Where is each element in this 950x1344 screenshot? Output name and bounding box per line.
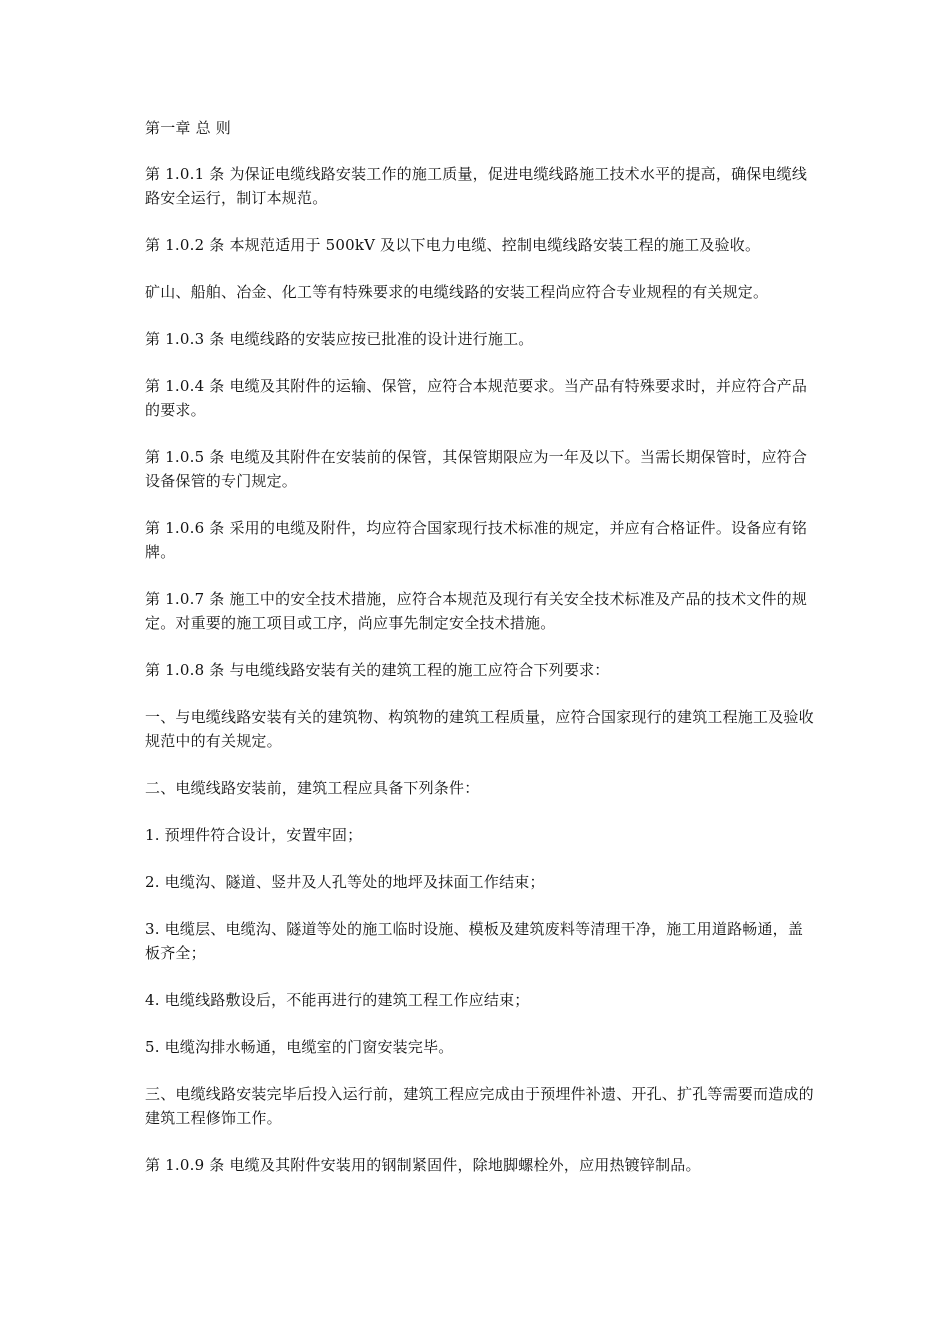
paragraph-special-requirements: 矿山、船舶、冶金、化工等有特殊要求的电缆线路的安装工程尚应符合专业规程的有关规定。 — [145, 283, 769, 301]
paragraph-1-0-3: 第 1.0.3 条 电缆线路的安装应按已批准的设计进行施工。 — [145, 330, 534, 348]
document-page — [145, 116, 817, 1200]
paragraph-1-0-5: 第 1.0.5 条 电缆及其附件在安装前的保管，其保管期限应为一年及以下。当需长期保管时，应符合设备保管的专门规定。 — [145, 448, 808, 490]
paragraph-1-0-8: 第 1.0.8 条 与电缆线路安装有关的建筑工程的施工应符合下列要求： — [145, 661, 610, 679]
paragraph-item-one: 一、与电缆线路安装有关的建筑物、构筑物的建筑工程质量，应符合国家现行的建筑工程施工及验收规范中的有关规定。 — [145, 708, 814, 750]
paragraph-1-0-2: 第 1.0.2 条 本规范适用于 500kV 及以下电力电缆、控制电缆线路安装工程的施工及验收。 — [145, 236, 761, 254]
paragraph-1-0-7: 第 1.0.7 条 施工中的安全技术措施，应符合本规范及现行有关安全技术标准及产品的技术文件的规定。对重要的施工项目或工序，尚应事先制定安全技术措施。 — [145, 590, 808, 632]
list-item-2: 2. 电缆沟、隧道、竖井及人孔等处的地坪及抹面工作结束； — [145, 873, 545, 891]
list-item-5: 5. 电缆沟排水畅通，电缆室的门窗安装完毕。 — [145, 1038, 454, 1056]
list-item-3: 3. 电缆层、电缆沟、隧道等处的施工临时设施、模板及建筑废料等清理干净，施工用道路畅通，盖板齐全； — [145, 920, 804, 962]
paragraph-1-0-6: 第 1.0.6 条 采用的电缆及附件，均应符合国家现行技术标准的规定，并应有合格证件。设备应有铭牌。 — [145, 519, 808, 561]
paragraph-1-0-1: 第 1.0.1 条 为保证电缆线路安装工作的施工质量，促进电缆线路施工技术水平的提高，确保电缆线路安全运行，制订本规范。 — [145, 165, 808, 207]
list-item-1: 1. 预埋件符合设计，安置牢固； — [145, 826, 363, 844]
paragraph-1-0-9: 第 1.0.9 条 电缆及其附件安装用的钢制紧固件，除地脚螺栓外，应用热镀锌制品。 — [145, 1156, 701, 1174]
chapter-title: 第一章 总 则 — [145, 119, 231, 137]
paragraph-item-three: 三、电缆线路安装完毕后投入运行前，建筑工程应完成由于预埋件补遗、开孔、扩孔等需要而造成的建筑工程修饰工作。 — [145, 1085, 814, 1127]
paragraph-1-0-4: 第 1.0.4 条 电缆及其附件的运输、保管，应符合本规范要求。当产品有特殊要求时，并应符合产品的要求。 — [145, 377, 808, 419]
paragraph-item-two: 二、电缆线路安装前，建筑工程应具备下列条件： — [145, 779, 480, 797]
list-item-4: 4. 电缆线路敷设后，不能再进行的建筑工程工作应结束； — [145, 991, 530, 1009]
